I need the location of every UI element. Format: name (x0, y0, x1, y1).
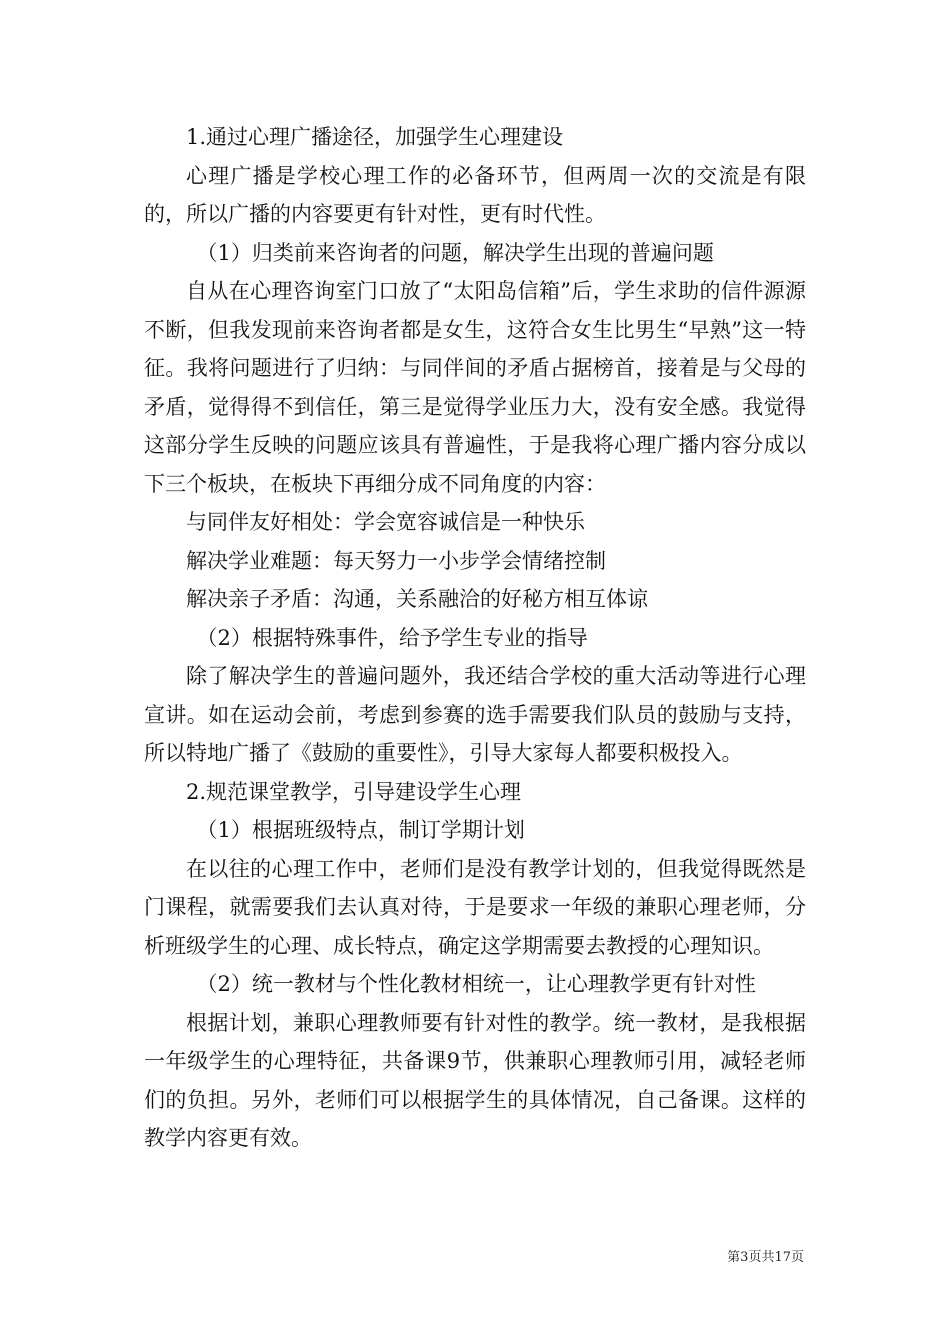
subsection-heading: （2）统一教材与个性化教材相统一，让心理教学更有针对性 (196, 972, 756, 996)
section-heading-2: 2.规范课堂教学，引导建设学生心理 (186, 779, 522, 804)
subsection-heading: （1）根据班级特点，制订学期计划 (196, 818, 525, 842)
subsection-heading: （1）归类前来咨询者的问题，解决学生出现的普遍问题 (196, 240, 714, 265)
document-body (144, 118, 806, 1158)
list-item: 与同伴友好相处：学会宽容诚信是一种快乐 (186, 510, 585, 534)
body-paragraph: 自从在心理咨询室门口放了“太阳岛信箱”后，学生求助的信件源源不断，但我发现前来咨询者都是女生，这符合女生比男生“早熟”这一特征。我将问题进行了归纳：与同伴间的矛盾占据榜首，接着是与父母的矛盾，觉得得不到信任，第三是觉得学业压力大，没有安全感。我觉得这部分学生反映的问题应该具有普遍性，于是我将心理广播内容分成以下三个板块，在板块下再细分成不同角度的内容： (144, 279, 806, 496)
page-number-label: 第3页共17页 (727, 1250, 804, 1265)
page-footer (727, 1246, 804, 1265)
body-paragraph: 心理广播是学校心理工作的必备环节，但两周一次的交流是有限的，所以广播的内容要更有针对性，更有时代性。 (144, 163, 806, 226)
body-paragraph: 在以往的心理工作中，老师们是没有教学计划的，但我觉得既然是门课程，就需要我们去认真对待，于是要求一年级的兼职心理老师，分析班级学生的心理、成长特点，确定这学期需要去教授的心理知识。 (144, 856, 806, 958)
body-paragraph: 除了解决学生的普遍问题外，我还结合学校的重大活动等进行心理宣讲。如在运动会前，考虑到参赛的选手需要我们队员的鼓励与支持，所以特地广播了《鼓励的重要性》，引导大家每人都要积极投入。 (144, 664, 806, 765)
list-item: 解决学业难题：每天努力一小步学会情绪控制 (186, 548, 606, 573)
body-paragraph: 根据计划，兼职心理教师要有针对性的教学。统一教材，是我根据一年级学生的心理特征，共备课9节，供兼职心理教师引用，减轻老师们的负担。另外，老师们可以根据学生的具体情况，自己备课。这样的教学内容更有效。 (144, 1010, 806, 1150)
subsection-heading: （2）根据特殊事件，给予学生专业的指导 (196, 625, 588, 650)
list-item: 解决亲子矛盾：沟通，关系融洽的好秘方相互体谅 (186, 587, 648, 611)
section-heading-1: 1.通过心理广播途径，加强学生心理建设 (186, 125, 564, 149)
